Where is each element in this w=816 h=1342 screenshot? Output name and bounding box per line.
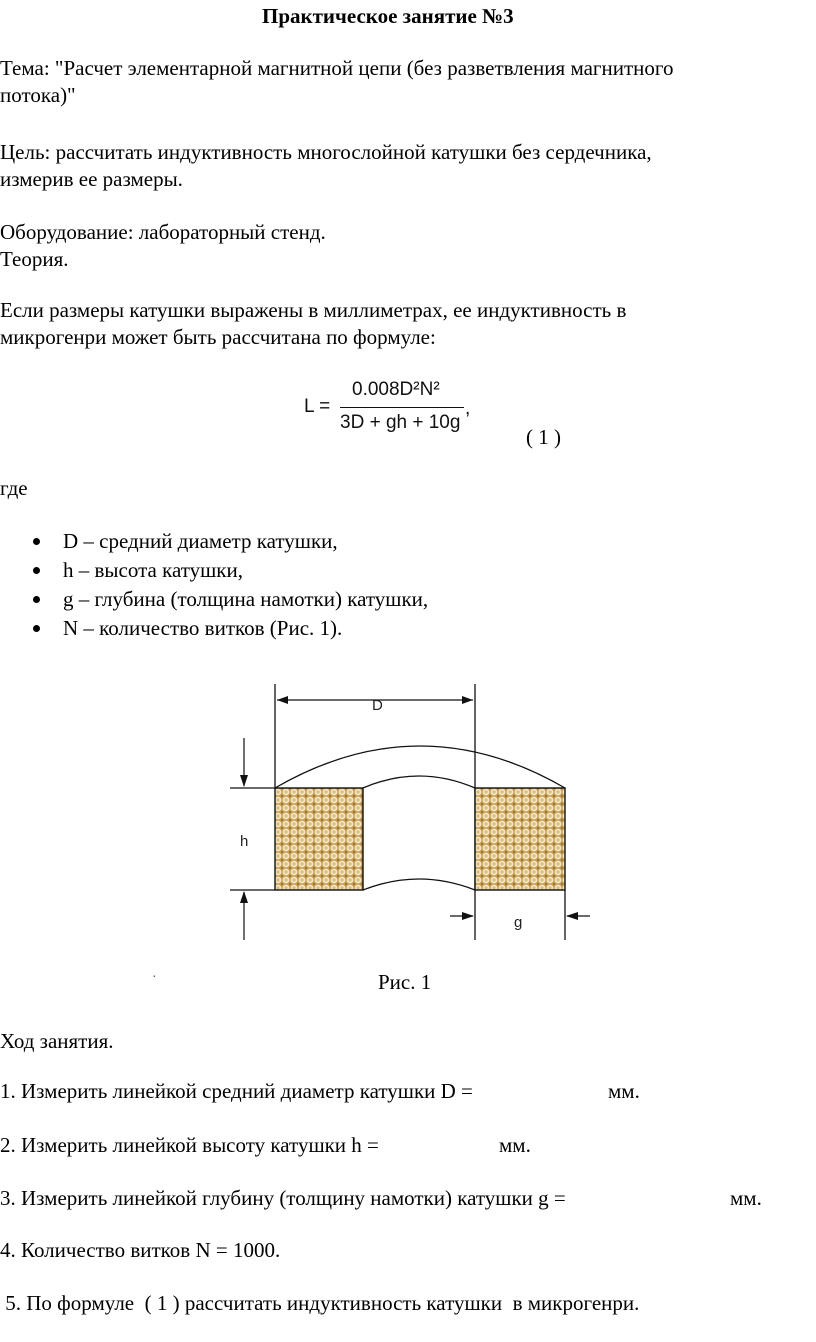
label-h: h bbox=[240, 833, 249, 850]
d-left-arrow bbox=[277, 696, 288, 704]
step-2-unit: мм. bbox=[499, 1133, 531, 1157]
where-label: где bbox=[0, 476, 28, 500]
procedure-heading: Ход занятия. bbox=[0, 1029, 114, 1053]
formula-number: ( 1 ) bbox=[526, 425, 561, 449]
step-1-unit: мм. bbox=[608, 1079, 640, 1103]
theory-heading: Теория. bbox=[0, 247, 69, 271]
coil-diagram bbox=[226, 676, 596, 948]
definition-n: N – количество витков (Рис. 1). bbox=[63, 616, 343, 640]
inner-bottom-arc bbox=[363, 879, 475, 890]
h-top-arrow bbox=[240, 775, 248, 787]
equipment-line: Оборудование: лабораторный стенд. bbox=[0, 220, 326, 244]
right-winding bbox=[475, 788, 565, 890]
stray-dot: · bbox=[152, 970, 157, 985]
bullet bbox=[33, 538, 40, 545]
h-bottom-arrow bbox=[240, 891, 248, 903]
topic-line-1: Тема: "Расчет элементарной магнитной цепи (без разветвления магнитного bbox=[0, 56, 674, 80]
g-left-arrow bbox=[462, 912, 474, 920]
left-winding bbox=[275, 788, 363, 890]
page-title: Практическое занятие №3 bbox=[262, 4, 514, 28]
step-1: 1. Измерить линейкой средний диаметр катушки D = bbox=[0, 1079, 473, 1103]
label-g: g bbox=[514, 914, 523, 931]
topic-line-2: потока)" bbox=[0, 83, 76, 107]
bullet bbox=[33, 625, 40, 632]
goal-line-1: Цель: рассчитать индуктивность многослойной катушки без сердечника, bbox=[0, 140, 652, 164]
bullet bbox=[33, 567, 40, 574]
inner-top-arc bbox=[363, 776, 475, 788]
bullet bbox=[33, 596, 40, 603]
formula-comma: , bbox=[465, 398, 471, 419]
intro-line-2: микрогенри может быть рассчитана по формуле: bbox=[0, 325, 436, 349]
d-right-arrow bbox=[462, 696, 473, 704]
figure-caption: Рис. 1 bbox=[378, 970, 432, 994]
goal-line-2: измерив ее размеры. bbox=[0, 167, 183, 191]
g-right-arrow bbox=[566, 912, 578, 920]
definition-h: h – высота катушки, bbox=[63, 558, 243, 582]
formula-denominator: 3D + gh + 10g bbox=[340, 412, 461, 433]
step-4: 4. Количество витков N = 1000. bbox=[0, 1238, 281, 1262]
step-3: 3. Измерить линейкой глубину (толщину намотки) катушки g = bbox=[0, 1186, 566, 1210]
formula-lhs: L = bbox=[304, 396, 331, 417]
fraction-bar bbox=[340, 407, 464, 408]
step-5: 5. По формуле ( 1 ) рассчитать индуктивность катушки в микрогенри. bbox=[0, 1291, 640, 1315]
formula-numerator: 0.008D²N² bbox=[352, 379, 440, 400]
definition-d: D – средний диаметр катушки, bbox=[63, 529, 338, 553]
step-3-unit: мм. bbox=[730, 1186, 762, 1210]
label-d: D bbox=[372, 697, 383, 714]
top-outer-arc bbox=[275, 746, 565, 788]
definition-g: g – глубина (толщина намотки) катушки, bbox=[63, 587, 429, 611]
intro-line-1: Если размеры катушки выражены в миллиметрах, ее индуктивность в bbox=[0, 298, 627, 322]
step-2: 2. Измерить линейкой высоту катушки h = bbox=[0, 1133, 379, 1157]
